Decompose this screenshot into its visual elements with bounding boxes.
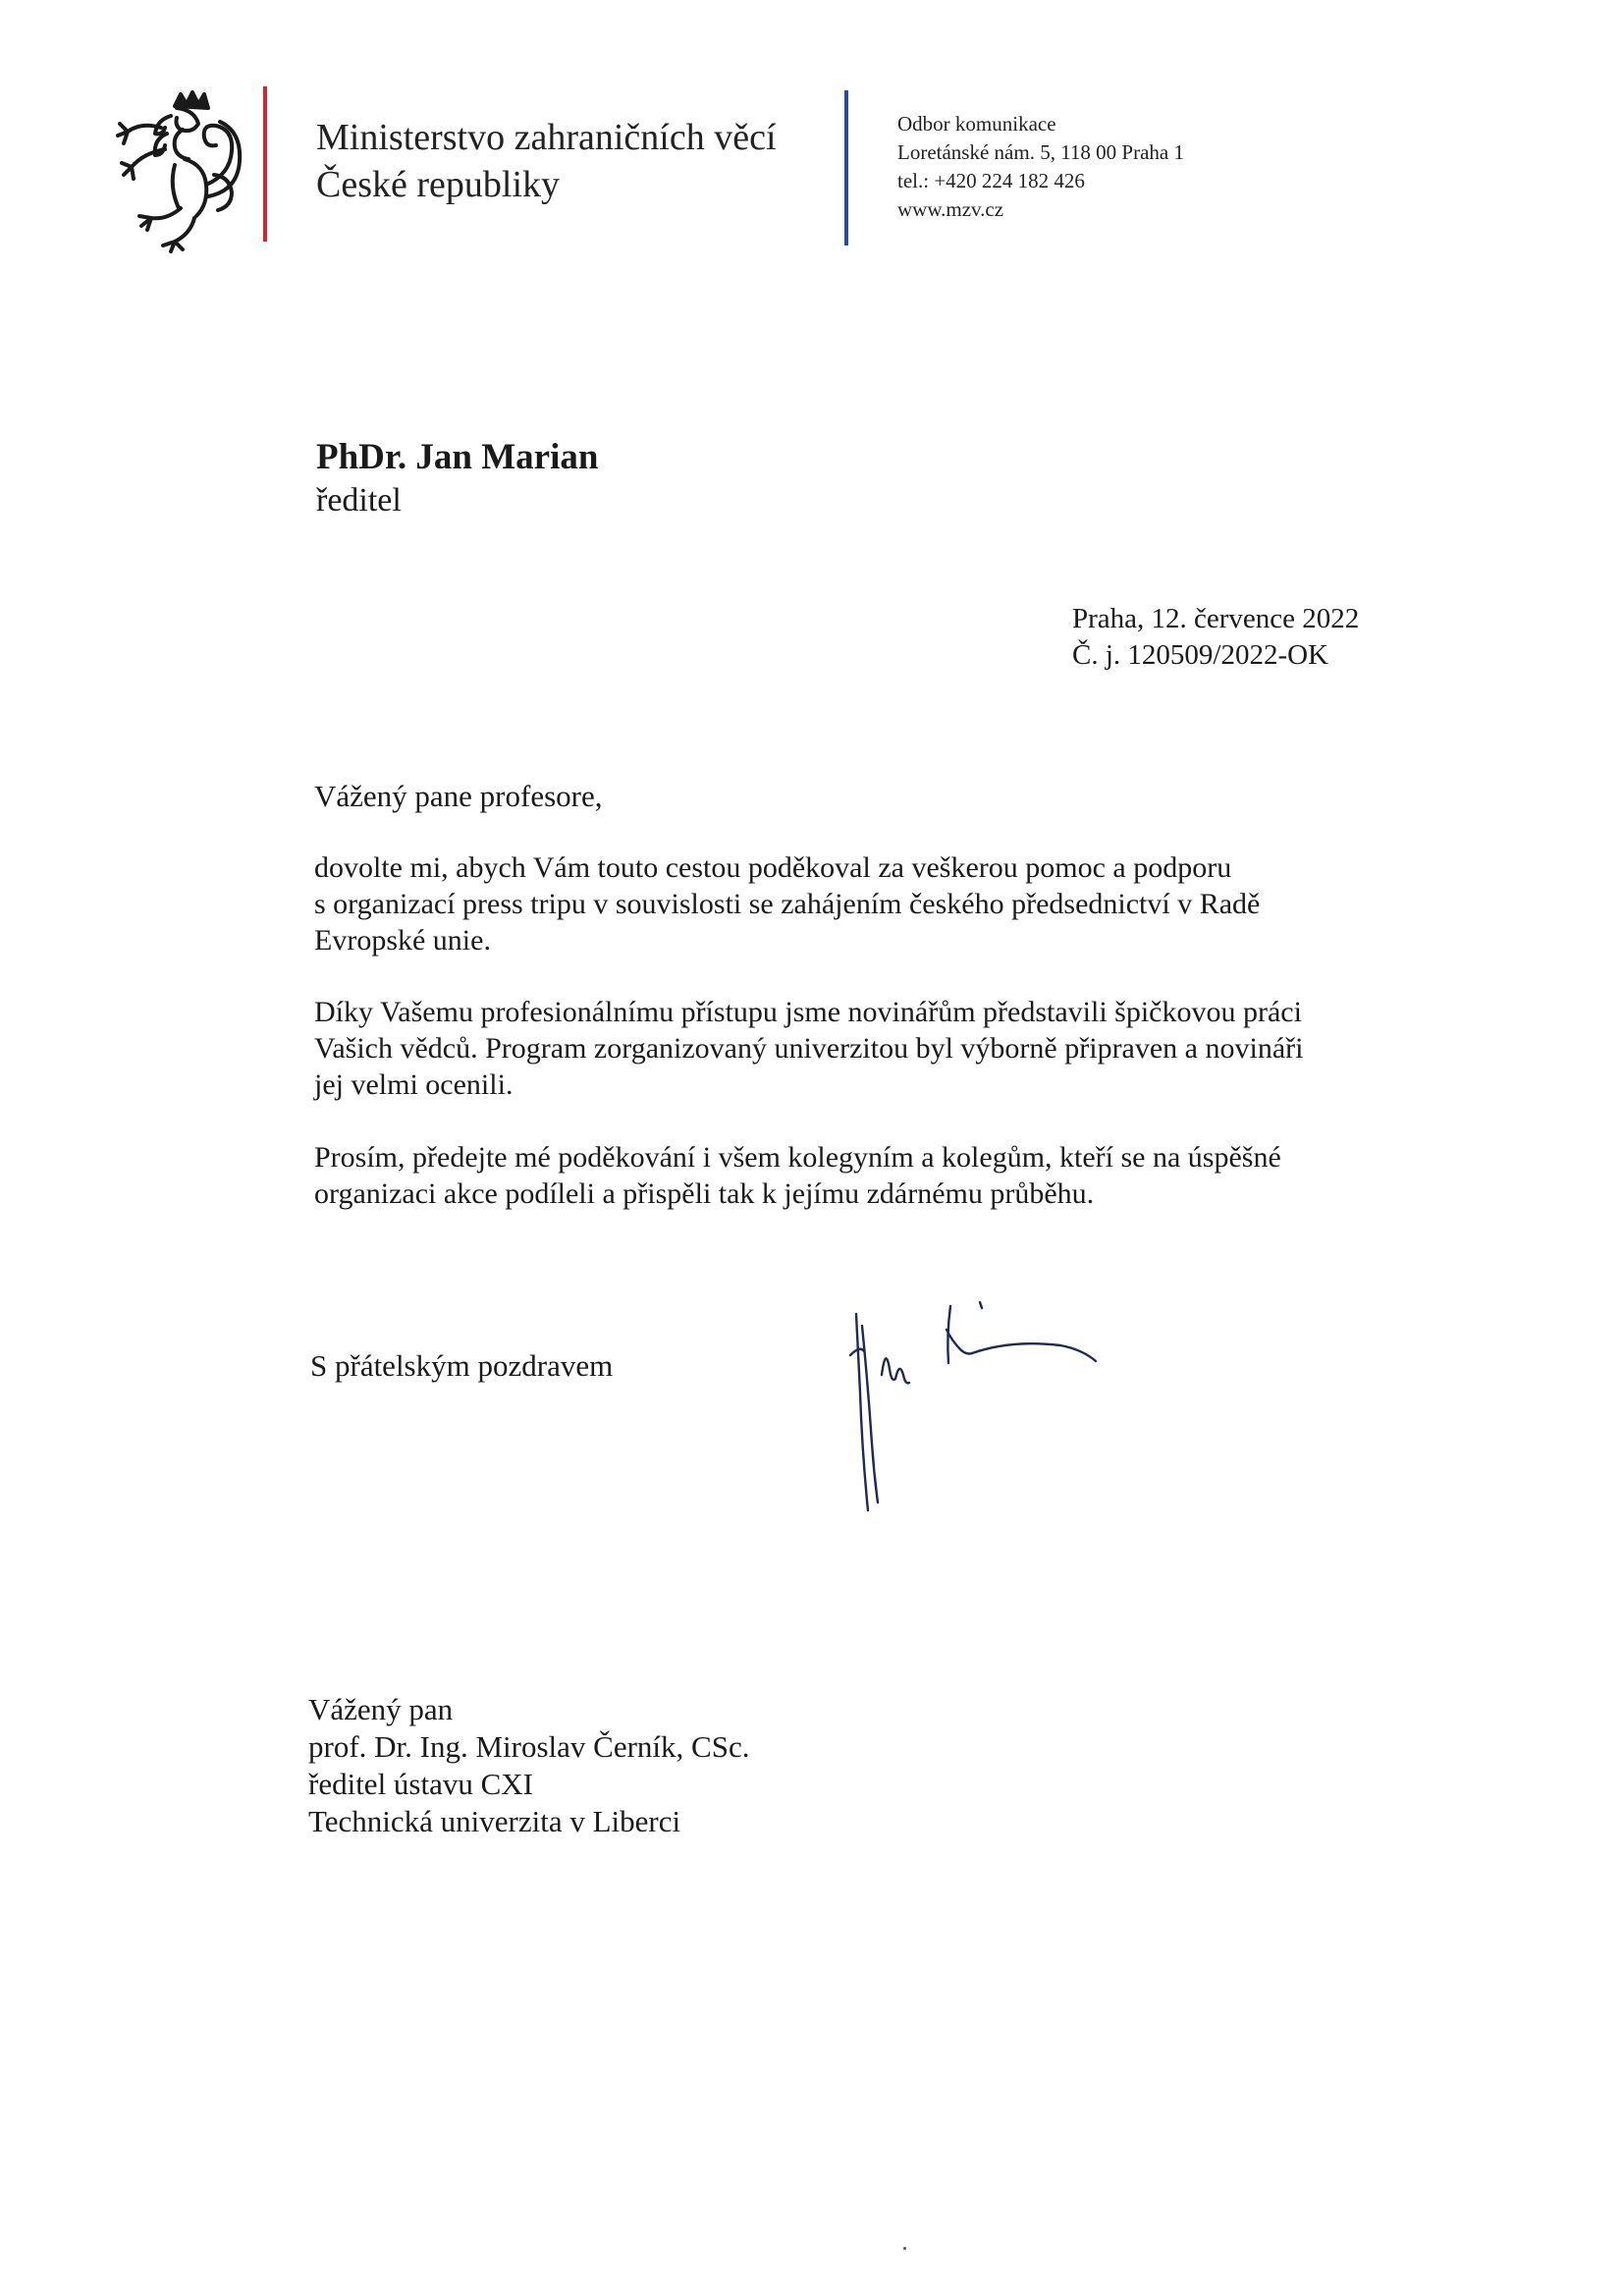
sender-name: PhDr. Jan Marian: [316, 437, 599, 477]
paragraph-line: Prosím, předejte mé poděkování i všem kolegyním a kolegům, kteří se na úspěšné: [314, 1141, 1281, 1174]
letter-reference: Č. j. 120509/2022-OK: [1072, 639, 1328, 671]
sender-block: [316, 435, 598, 521]
ministry-name-line1: Ministerstvo zahraničních věcí: [316, 117, 777, 158]
recipient-block: [308, 1691, 749, 1840]
paragraph-line: Vašich vědců. Program zorganizovaný univerzitou byl výborně připraven a novináři: [314, 1032, 1304, 1065]
paragraph-line: organizaci akce podíleli a přispěli tak k jejímu zdárnému průběhu.: [314, 1177, 1095, 1210]
body-paragraph-1: [314, 849, 1434, 958]
paragraph-line: Díky Vašemu profesionálnímu přístupu jsme novinářům představili špičkovou práci: [314, 996, 1302, 1028]
recipient-line: ředitel ústavu CXI: [308, 1767, 534, 1801]
czech-lion-coat-of-arms-icon: [98, 86, 245, 253]
salutation: Vážený pane profesore,: [314, 779, 603, 813]
recipient-line: Vážený pan: [308, 1692, 454, 1726]
contact-phone: tel.: +420 224 182 426: [897, 169, 1085, 192]
body-paragraph-2: [314, 994, 1434, 1103]
contact-web: www.mzv.cz: [897, 197, 1004, 221]
paragraph-line: jej velmi ocenili.: [314, 1068, 514, 1101]
sender-role: ředitel: [316, 482, 402, 519]
ministry-name: [316, 114, 777, 208]
handwritten-signature-icon: [842, 1296, 1117, 1512]
scan-speck: [903, 2247, 906, 2250]
contact-block: [897, 110, 1184, 224]
red-divider: [263, 86, 267, 242]
date-reference-block: [1072, 601, 1359, 674]
paragraph-line: Evropské unie.: [314, 924, 491, 957]
recipient-line: Technická univerzita v Liberci: [308, 1804, 681, 1838]
ministry-name-line2: České republiky: [316, 164, 561, 205]
contact-department: Odbor komunikace: [897, 112, 1056, 136]
letter-date: Praha, 12. července 2022: [1072, 603, 1360, 634]
paragraph-line: s organizací press tripu v souvislosti se zahájením českého předsednictví v Radě: [314, 888, 1261, 920]
body-paragraph-3: [314, 1139, 1434, 1212]
contact-address: Loretánské nám. 5, 118 00 Praha 1: [897, 140, 1184, 164]
blue-divider: [844, 90, 848, 246]
recipient-line: prof. Dr. Ing. Miroslav Černík, CSc.: [308, 1729, 750, 1764]
closing-line: S přátelským pozdravem: [310, 1348, 614, 1383]
paragraph-line: dovolte mi, abych Vám touto cestou poděkoval za veškerou pomoc a podporu: [314, 851, 1232, 884]
